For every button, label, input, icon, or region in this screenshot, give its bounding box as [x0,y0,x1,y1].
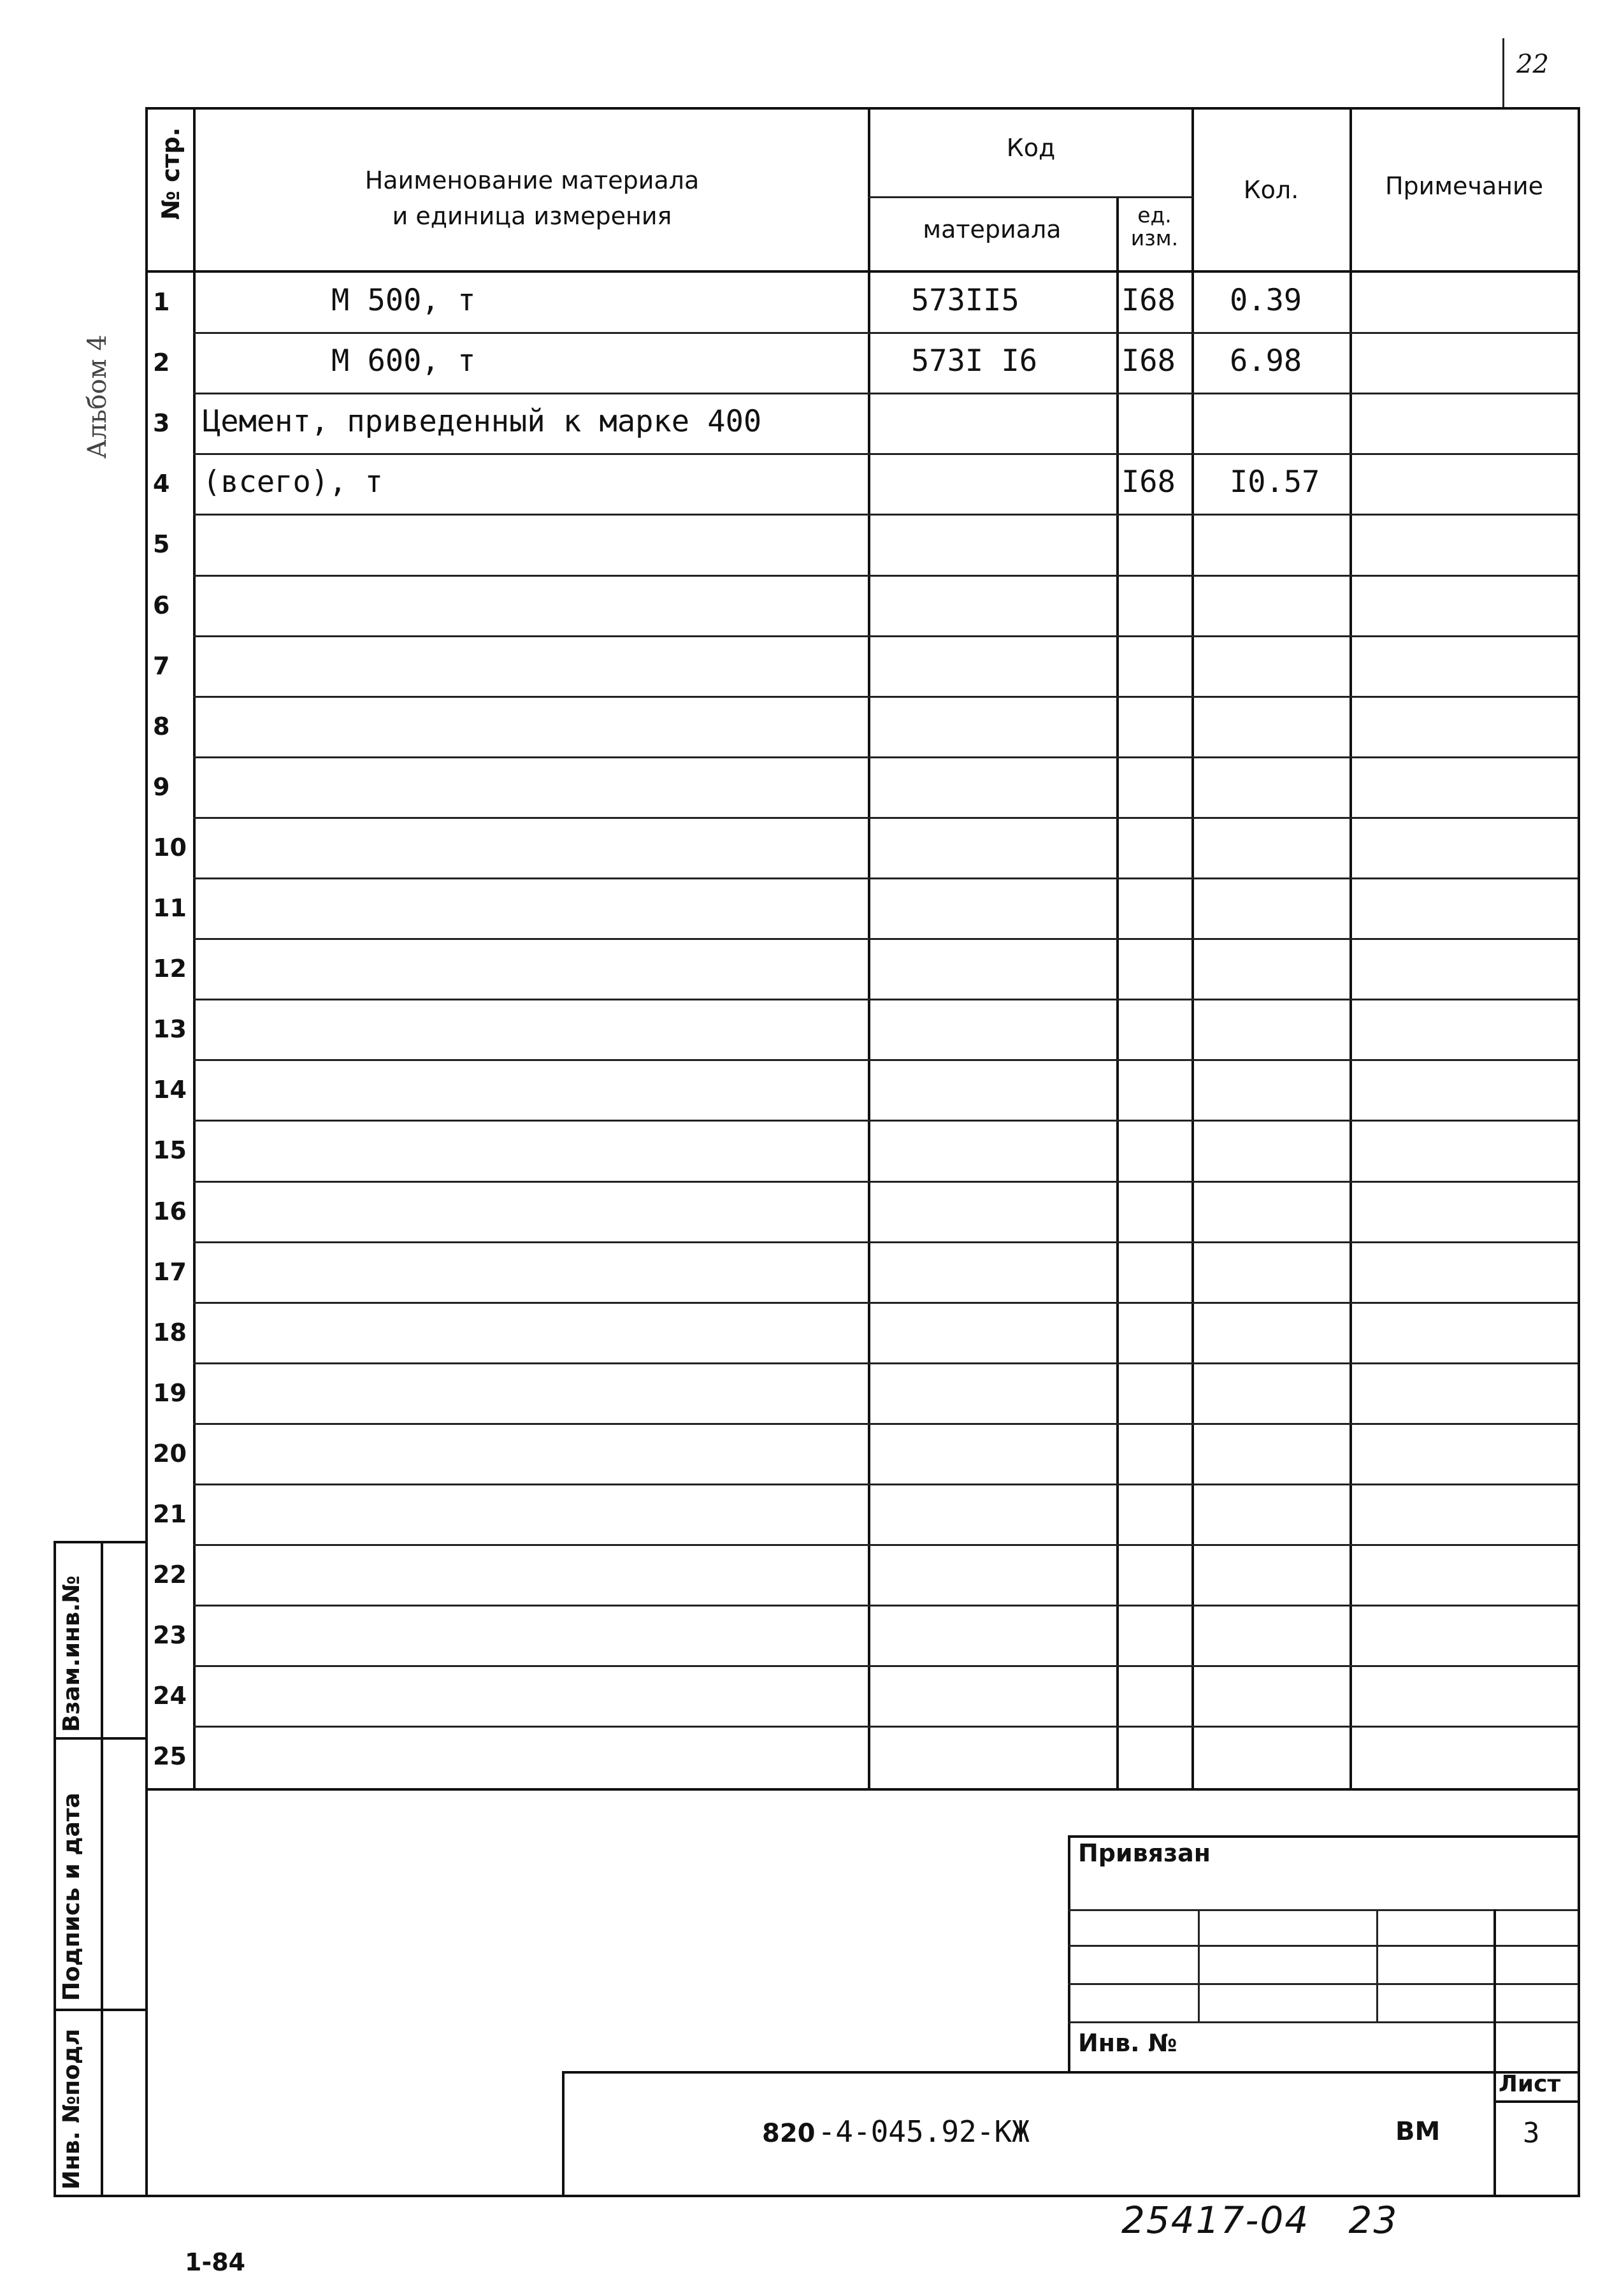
tb-doc-type: ВМ [1395,2117,1441,2146]
row-number: 3 [153,409,170,438]
stamp-replace-inv: Взам.инв.№ [59,1575,85,1732]
frame-left-border [145,107,148,2195]
tb-main-top [562,2071,1579,2074]
row-number: 16 [153,1197,187,1225]
col-sep-qty [1349,107,1352,1789]
tb-col-3 [1493,1909,1496,2196]
row-divider [193,938,1578,940]
row-divider [193,635,1578,637]
stamp-top [54,1541,147,1543]
row-number: 6 [153,591,170,619]
tb-left [1068,1835,1070,2071]
tb-sheet-line [1493,2100,1579,2103]
form-number: 1-84 [185,2248,246,2276]
row-number: 7 [153,651,170,680]
cell-name: (всего), т [203,465,383,500]
col-sep-name [868,107,870,1789]
row-number: 18 [153,1318,187,1347]
row-divider [193,1605,1578,1606]
table-bottom-border [145,1788,1580,1791]
col-sep-unit [1191,107,1194,1789]
row-divider [193,817,1578,819]
row-divider [193,1423,1578,1425]
row-number: 13 [153,1015,187,1044]
row-divider [193,877,1578,879]
row-divider [193,1302,1578,1304]
row-number: 5 [153,530,170,559]
cell-unit: I68 [1121,465,1176,500]
row-divider [193,514,1578,516]
row-divider [193,999,1578,1000]
row-divider [193,696,1578,698]
cell-name: М 600, т [331,343,476,379]
row-number: 23 [153,1621,187,1650]
stamp-div-1 [54,1737,147,1740]
cell-unit: I68 [1121,283,1176,318]
stamp-left-border [54,1541,56,2197]
row-divider [193,453,1578,455]
frame-right-border [1578,107,1580,2197]
tb-line-3 [1068,1983,1578,1985]
row-number: 14 [153,1076,187,1104]
cell-qty: 6.98 [1230,343,1302,379]
tb-sheet-label: Лист [1499,2071,1561,2097]
row-divider [193,1665,1578,1667]
row-divider [193,1181,1578,1183]
tb-code-main: -4-045.92-КЖ [817,2114,1030,2149]
row-number: 25 [153,1742,187,1771]
row-number: 12 [153,955,187,983]
row-number: 21 [153,1500,187,1528]
tb-line-2 [1068,1945,1578,1947]
cell-name: М 500, т [331,283,476,318]
row-number: 8 [153,712,170,740]
tb-line-4 [1068,2021,1578,2023]
row-number: 24 [153,1682,187,1710]
header-qty: Кол. [1243,176,1299,204]
page-number: 22 [1516,50,1549,79]
stamp-inv-orig: Инв. №подл [59,2028,85,2190]
tb-top [1068,1835,1579,1838]
row-number: 2 [153,349,170,377]
tb-inv-no: Инв. № [1078,2029,1177,2057]
handwritten-number: 25417-04 23 [1121,2199,1399,2242]
tb-code-prefix: 820 [762,2119,816,2148]
row-number: 4 [153,470,170,498]
tb-main-left [562,2071,565,2196]
page-number-divider [1502,38,1504,108]
row-divider [193,1726,1578,1728]
frame-bottom-border [54,2195,1580,2197]
row-number: 11 [153,894,187,922]
header-code: Код [1006,134,1056,162]
row-number: 22 [153,1561,187,1589]
tb-doc-code [762,2114,1030,2149]
row-divider [193,1484,1578,1485]
header-row-no: № стр. [157,127,185,220]
row-divider [193,756,1578,758]
header-bottom-border [145,270,1580,273]
header-note: Примечание [1385,172,1544,200]
row-divider [193,393,1578,394]
row-number: 9 [153,772,170,801]
row-divider [193,1059,1578,1061]
row-number: 19 [153,1378,187,1407]
tb-col-1 [1198,1909,1200,2023]
cell-unit: I68 [1121,343,1176,379]
tb-line-1 [1068,1909,1578,1911]
frame-top-border [145,107,1580,110]
row-number: 1 [153,288,170,316]
row-divider [193,1241,1578,1243]
row-divider [193,332,1578,334]
album-label: Альбом 4 [83,335,112,459]
cell-qty: 0.39 [1230,283,1302,318]
cell-qty: I0.57 [1230,465,1320,500]
row-number: 10 [153,833,187,862]
stamp-div-2 [54,2009,147,2011]
header-code-divider [868,196,1193,198]
row-divider [193,1120,1578,1122]
col-sep-material [1116,198,1119,1789]
header-code-unit: ед. изм. [1130,203,1179,250]
header-name: Наименование материала и единица измерения [364,166,700,230]
cell-material: 573I I6 [911,343,1038,379]
row-number: 20 [153,1439,187,1468]
row-divider [193,1544,1578,1546]
stamp-mid-line [101,1541,103,2197]
stamp-sign-date: Подпись и дата [59,1793,85,2001]
row-number: 15 [153,1136,187,1165]
cell-name: Цемент, приведенный к марке 400 [203,404,762,440]
header-code-material: материала [923,215,1061,243]
tb-sheet-value: 3 [1523,2117,1540,2149]
row-divider [193,1362,1578,1364]
row-number: 17 [153,1257,187,1286]
tb-attached: Привязан [1078,1839,1211,1867]
row-divider [193,575,1578,577]
tb-col-2 [1376,1909,1378,2023]
cell-material: 573II5 [911,283,1019,318]
